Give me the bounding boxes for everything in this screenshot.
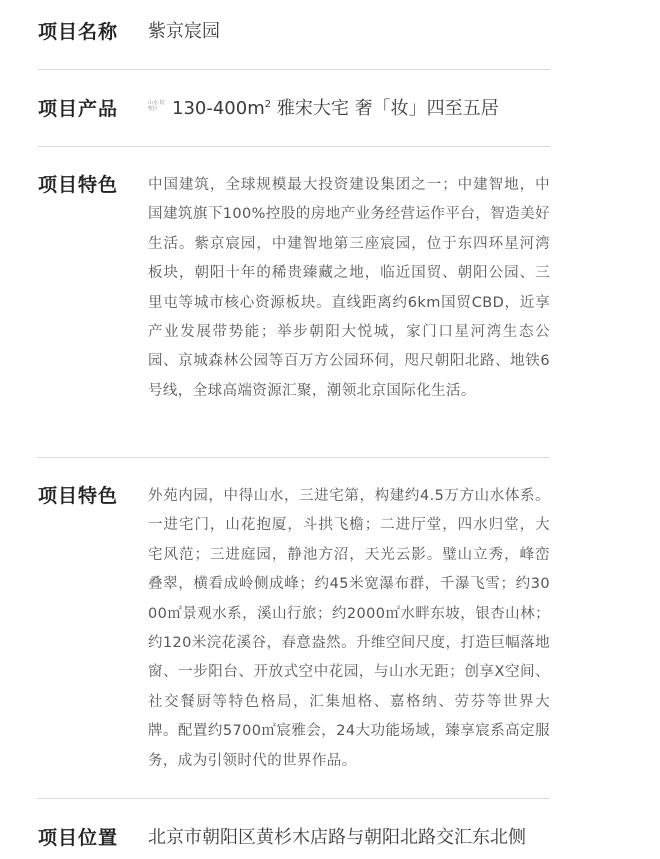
project-feature-text-2: 外苑内园，中得山水，三进宅第，构建约4.5万方山水体系。一进宅门，山花抱厦，斗拱飞檐；二进厅堂，四水归堂，大宅风范；三进庭园，静池方沼，天光云影。璧山立秀，峰峦叠翠，横看成岭侧成峰；约45米宽瀑布群，千瀑飞雪；约3000㎡景观水系，溪山行旅；约2000㎡水畔东坡，银杏山林；约120米浣花溪谷，春意盎然。升维空间尺度，打造巨幅落地窗、一步阳台、开放式空中花园，与山水无距；创享X空间、社交餐厨等特色格局，汇集旭格、嘉格纳、劳芬等世界大牌。配置约5700㎡宸雅会，24大功能场域，臻享宸系高定服务，成为引领时代的世界作品。 xyxy=(148,488,550,769)
project-feature-row-2 xyxy=(38,482,550,776)
divider xyxy=(38,69,550,70)
divider xyxy=(38,457,550,458)
product-description: 雅宋大宅 奢「妆」四至五居 xyxy=(271,98,499,119)
product-area-sup: 2 xyxy=(264,99,272,110)
divider xyxy=(38,798,550,799)
project-feature-label-1: 项目特色 xyxy=(38,174,119,196)
project-location-row xyxy=(38,824,550,852)
project-location-label: 项目位置 xyxy=(38,827,119,849)
project-feature-text-1: 中国建筑，全球规模最大投资建设集团之一；中建智地，中国建筑旗下100%控股的房地产业务经营运作平台，智造美好生活。紫京宸园，中建智地第三座宸园，位于东四环星河湾板块，朝阳十年的稀贵臻藏之地，临近国贸、朝阳公园、三里屯等城市核心资源板块。直线距离约6km国贸CBD，近享产业发展带势能；举步朝阳大悦城，家门口星河湾生态公园、京城森林公园等百万方公园环伺，咫尺朝阳北路、地铁6号线，全球高端资源汇聚，潮领北京国际化生活。 xyxy=(148,177,550,399)
project-feature-row-1 xyxy=(38,171,550,406)
project-location-value: 北京市朝阳区黄杉木店路与朝阳北路交汇东北侧 xyxy=(148,827,526,848)
divider xyxy=(38,146,550,147)
project-product-value xyxy=(148,95,550,123)
project-feature-label-2: 项目特色 xyxy=(38,485,119,507)
project-name-value: 紫京宸园 xyxy=(148,21,220,42)
project-product-row xyxy=(38,95,550,123)
project-product-label: 项目产品 xyxy=(38,98,119,120)
project-name-label: 项目名称 xyxy=(38,21,119,43)
project-name-row xyxy=(38,18,550,46)
product-prefix-mark: 山水 院墅区 xyxy=(148,100,165,112)
product-area: 130-400m xyxy=(172,98,265,119)
